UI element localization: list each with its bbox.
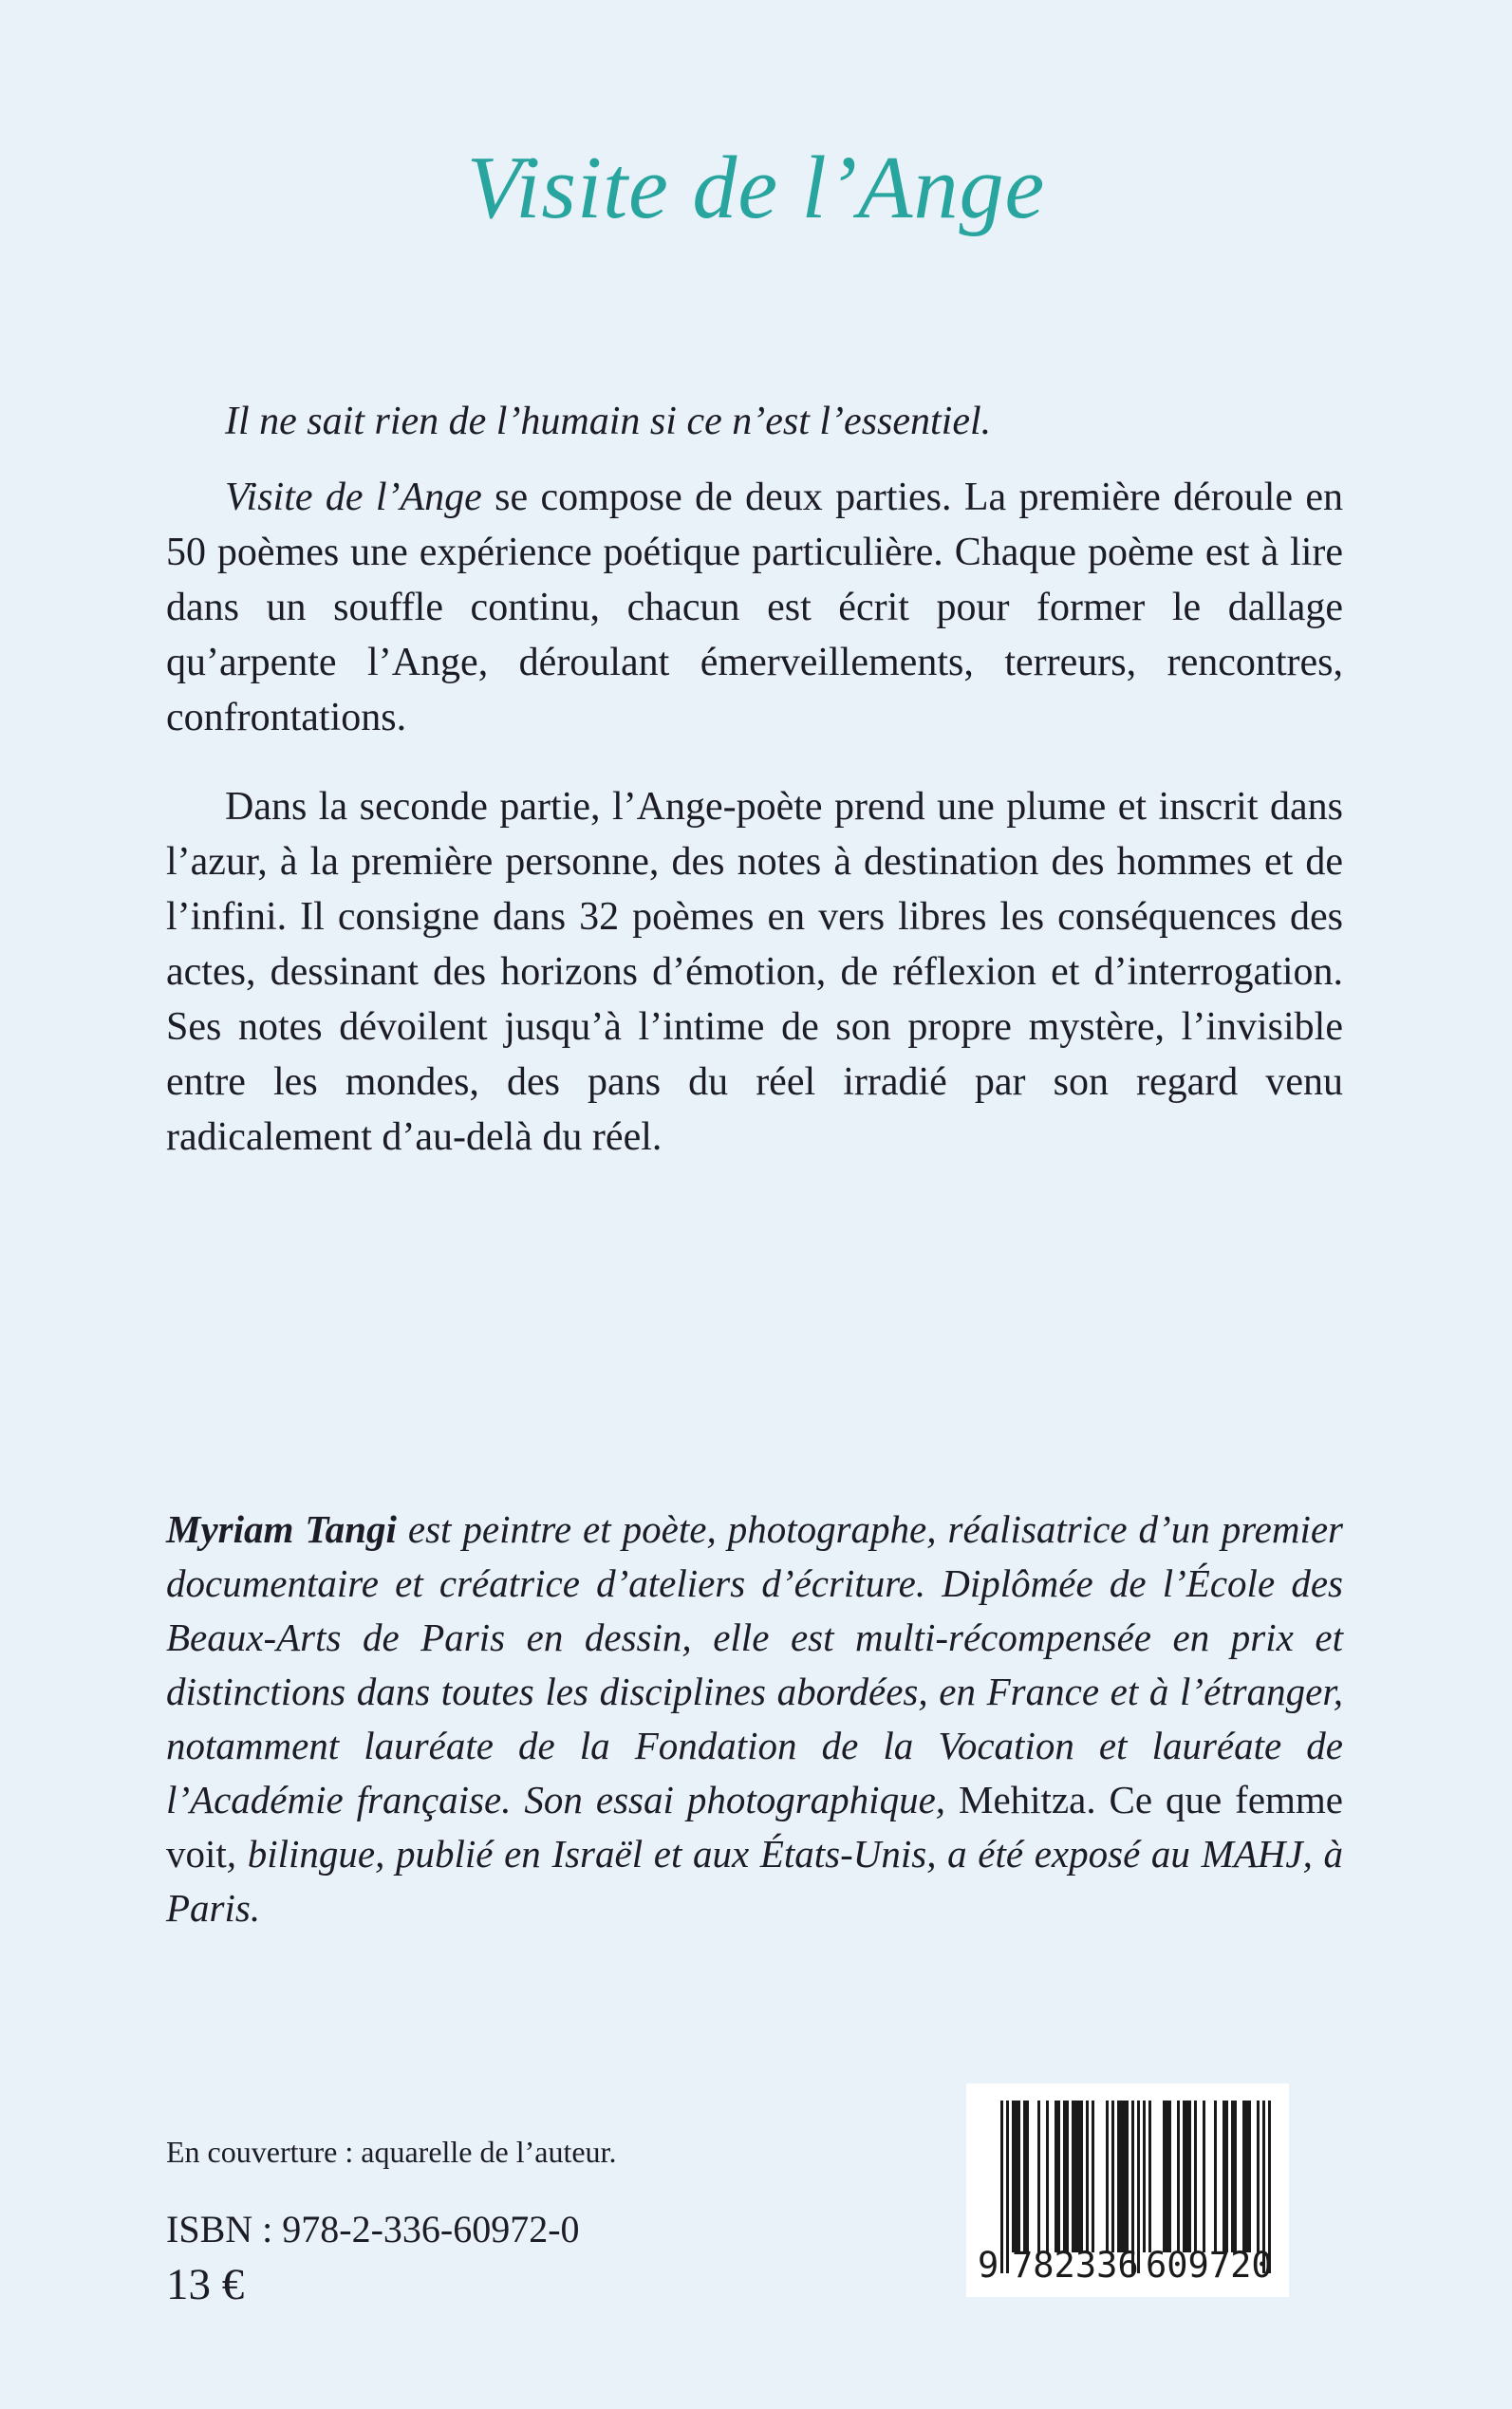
barcode-digits-right: 609720 (1146, 2245, 1273, 2286)
price: 13 € (166, 2260, 245, 2309)
para1-title-segment: Visite de l’Ange (225, 476, 482, 519)
author-name: Myriam Tangi (166, 1507, 397, 1551)
barcode-digits-left: 782336 (1012, 2245, 1139, 2286)
book-title: Visite de l’Ange (466, 139, 1046, 237)
cover-note: En couverture : aquarelle de l’auteur. (166, 2135, 617, 2169)
epigraph (166, 394, 1343, 449)
para1-rest: se compose de deux parties. La première déroule en 50 poèmes une expérience poétique particulière. Chaque poème est à lire dans un souffle continu, chacun est écrit pour former le dallage qu’arpente l’Ange, déroulant émerveillements, terreurs, rencontres, confrontations. (166, 476, 1343, 739)
description-paragraph-2: Dans la seconde partie, l’Ange-poète prend une plume et inscrit dans l’azur, à la première personne, des notes à destination des hommes et de l’infini. Il consigne dans 32 poèmes en vers libres les conséquences des actes, dessinant des horizons d’émotion, de réflexion et d’interrogation. Ses notes dévoilent jusqu’à l’intime de son propre mystère, l’invisible entre les mondes, des pans du réel irradié par son regard venu radicalement d’au-delà du réel. (166, 785, 1343, 1159)
isbn-line: ISBN : 978-2-336-60972-0 (166, 2208, 580, 2250)
description-block (166, 394, 1343, 1165)
bio-text-2: , bilingue, publié en Israël et aux États-Unis, a été exposé au MAHJ, à Paris. (166, 1832, 1343, 1930)
author-bio-paragraph (166, 1503, 1343, 1935)
barcode (966, 2083, 1289, 2297)
bio-work-title: Mehitza. Ce que femme voit (166, 1778, 1343, 1876)
epigraph-text: Il ne sait rien de l’humain si ce n’est l’essentiel. (225, 400, 992, 443)
barcode-digit-first: 9 (978, 2245, 999, 2286)
description-paragraph-1 (166, 470, 1343, 745)
author-bio (166, 1503, 1343, 1935)
bio-text-1: est peintre et poète, photographe, réalisatrice d’un premier documentaire et créatrice d’ateliers d’écriture. Diplômée de l’École des Beaux-Arts de Paris en dessin, elle est multi-récompensée en prix et distinctions dans toutes les disciplines abordées, en France et à l’étranger, notamment lauréate de la Fondation de la Vocation et lauréate de l’Académie française. Son essai photographique, (166, 1507, 1343, 1821)
